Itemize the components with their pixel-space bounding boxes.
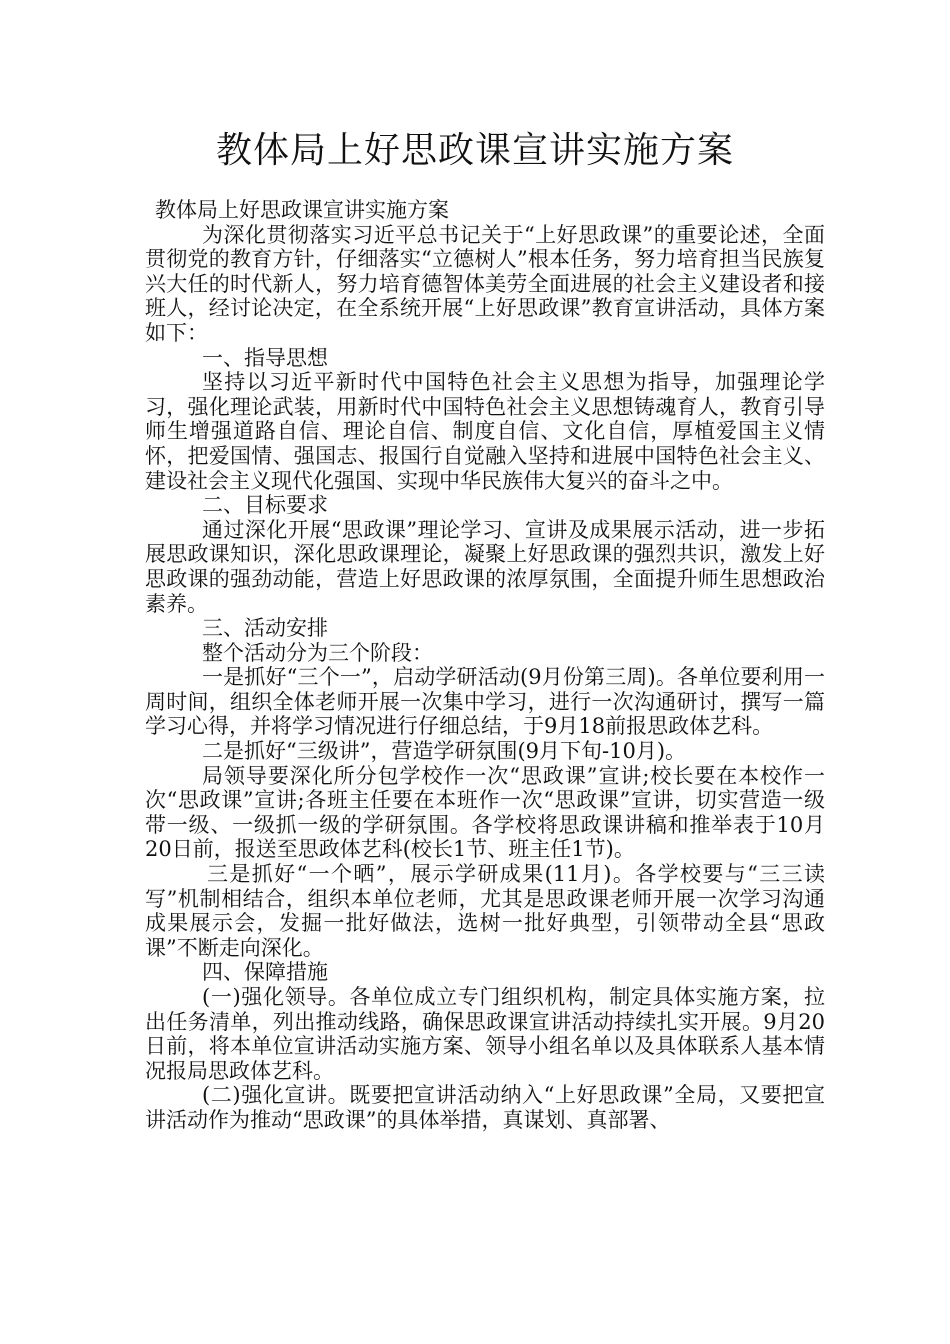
- activity-stages-intro: 整个活动分为三个阶段：: [202, 640, 433, 665]
- document-subtitle: 教体局上好思政课宣讲实施方案: [155, 198, 449, 222]
- document-title: 教体局上好思政课宣讲实施方案: [215, 130, 734, 171]
- safeguard-publicity-paragraph: (二)强化宣讲。既要把宣讲活动纳入“上好思政课”全局，又要把宣讲活动作为推动“思政课”的具体举措，真谋划、真部署、: [145, 1083, 825, 1132]
- stage-one-paragraph: 一是抓好“三个一”，启动学研活动(9月份第三周)。各单位要利用一周时间，组织全体老师开展一次集中学习，进行一次沟通研讨，撰写一篇学习心得，并将学习情况进行仔细总结，于9月18前报思政体艺科。: [145, 665, 825, 739]
- safeguard-leadership-paragraph: (一)强化领导。各单位成立专门组织机构，制定具体实施方案，拉出任务清单，列出推动线路，确保思政课宣讲活动持续扎实开展。9月20日前，将本单位宣讲活动实施方案、领导小组名单以及具体联系人基本情况报局思政体艺科。: [145, 985, 825, 1083]
- document-body: [145, 198, 825, 1133]
- section-heading-activity-arrangement: 三、活动安排: [202, 616, 328, 641]
- stage-two-heading: 二是抓好“三级讲”，营造学研氛围(9月下旬-10月)。: [202, 739, 687, 764]
- guiding-ideology-paragraph: 坚持以习近平新时代中国特色社会主义思想为指导，加强理论学习，强化理论武装，用新时代中国特色社会主义思想铸魂育人，教育引导师生增强道路自信、理论自信、制度自信、文化自信，厚植爱国主义情怀，把爱国情、强国志、报国行自觉融入坚持和进展中国特色社会主义、建设社会主义现代化强国、实现中华民族伟大复兴的奋斗之中。: [145, 370, 825, 493]
- section-heading-safeguards: 四、保障措施: [202, 960, 328, 985]
- stage-three-paragraph: 三是抓好“一个晒”，展示学研成果(11月)。各学校要与“三三读写”机制相结合，组织本单位老师，尤其是思政课老师开展一次学习沟通成果展示会，发掘一批好做法，选树一批好典型，引领带动全县“思政课”不断走向深化。: [145, 862, 825, 960]
- goals-paragraph: 通过深化开展“思政课”理论学习、宣讲及成果展示活动，进一步拓展思政课知识，深化思政课理论，凝聚上好思政课的强烈共识，激发上好思政课的强劲动能，营造上好思政课的浓厚氛围，全面提升师生思想政治素养。: [145, 517, 825, 616]
- section-heading-guiding-ideology: 一、指导思想: [202, 345, 328, 370]
- intro-paragraph: 为深化贯彻落实习近平总书记关于“上好思政课”的重要论述，全面贯彻党的教育方针，仔细落实“立德树人”根本任务，努力培育担当民族复兴大任的时代新人，努力培育德智体美劳全面进展的社会主义建设者和接班人，经讨论决定，在全系统开展“上好思政课”教育宣讲活动，具体方案如下：: [145, 222, 825, 345]
- stage-two-paragraph: 局领导要深化所分包学校作一次“思政课”宣讲;校长要在本校作一次“思政课”宣讲;各班主任要在本班作一次“思政课”宣讲，切实营造一级带一级、一级抓一级的学研氛围。各学校将思政课讲稿和推举表于10月20日前，报送至思政体艺科(校长1节、班主任1节)。: [145, 763, 825, 862]
- section-heading-goals: 二、目标要求: [202, 493, 328, 518]
